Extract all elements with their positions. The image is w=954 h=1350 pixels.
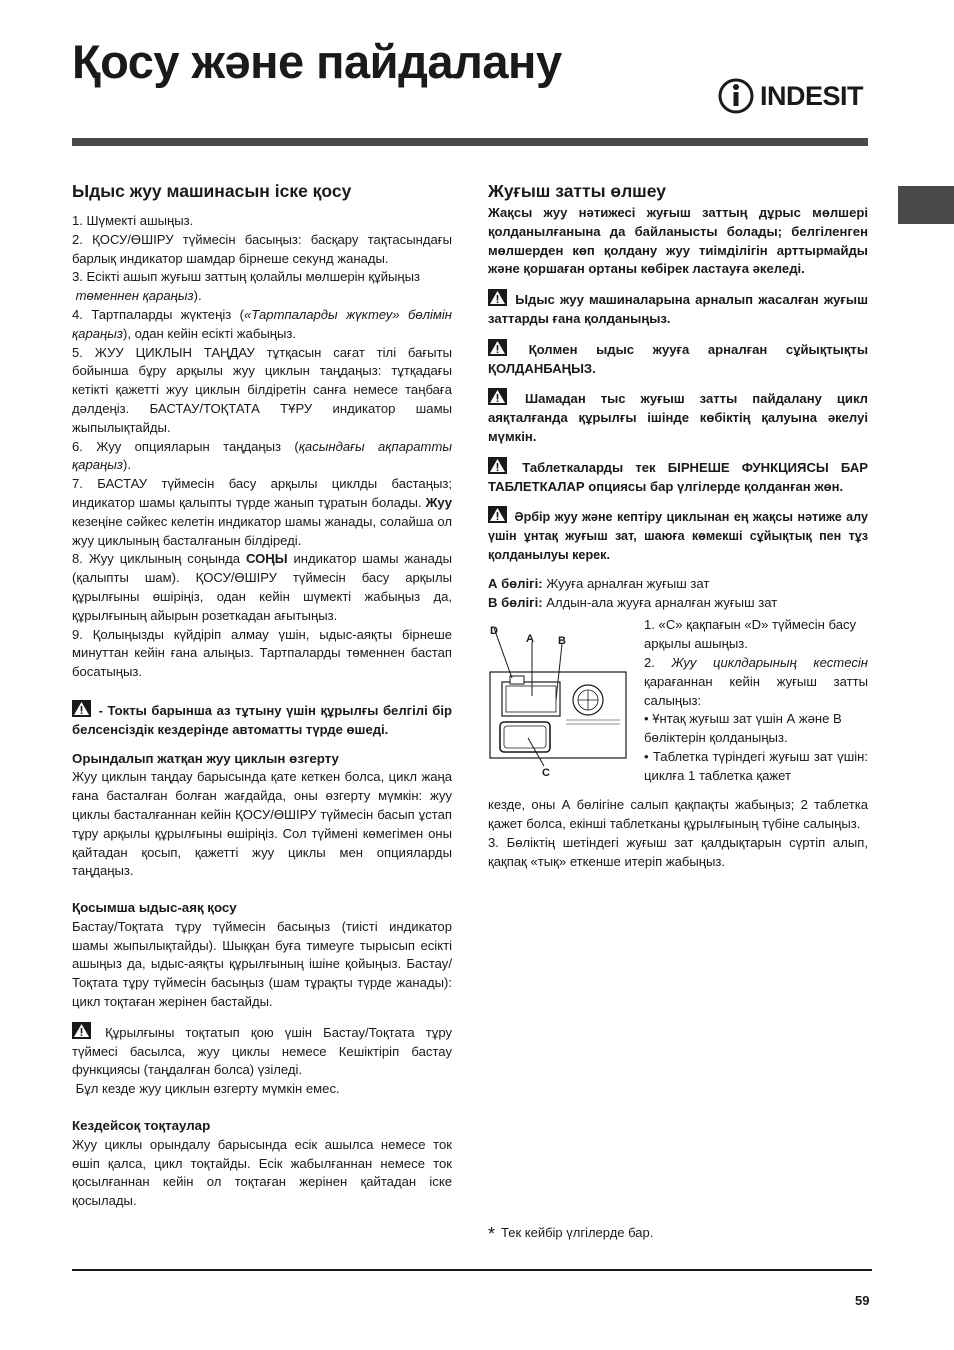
footnote-star: * — [488, 1224, 496, 1244]
section-heading-start: Ыдыс жуу машинасын іске қосу — [72, 181, 352, 201]
header-rule — [72, 138, 868, 146]
diagram-label-d: D — [490, 625, 498, 638]
step-8: 8. Жуу циклының соңында СОҢЫ индикатор шамы жанады (қалыпты шам). ҚОСУ/ӨШІРУ түймесін басу арқылы құрылғыны өшіріңіз, одан кейін шүмекті жабыңыз да, құрылғының айырын розеткадан ағытыңыз. — [72, 551, 452, 623]
warning-icon — [488, 506, 507, 523]
dispenser-step-3: 3. Бөліктің шетіндегі жуғыш зат қалдықтарын сүртіп алып, қақпақ «тық» еткенше итеріп жабыңыз. — [488, 834, 868, 869]
detergent-dispenser-diagram — [488, 620, 636, 780]
warning-icon — [72, 700, 91, 717]
warning-icon — [488, 289, 507, 306]
change-cycle-text: Жуу циклын таңдау барысында қате кеткен болса, цикл жаңа ғана басталған болған жағдайда, оны өзгерту мүмкін: жуу циклы басталғаннан кейін ҚОСУ/ӨШІРУ түймесін басып ұстап тұру арқылы құрылғыны өшіріңіз. Сол түймені көмегімен оны қайтадан қосып, қажетті жуу циклы мен опцияларды таңдаңыз. — [72, 769, 452, 879]
interruptions-text: Жуу циклы орындалу барысында есік ашылса немесе ток өшіп қалса, цикл тоқтайды. Есік жабылғаннан немесе ток қосылғаннан кейін ол тоқтаған жерінен қайтадан іске қосылады. — [72, 1136, 452, 1209]
warning-pause: Құрылғыны тоқтатып қою үшін Бастау/Тоқтата тұру түймесі басылса, жуу циклы немесе Кешіктіріп бастау функциясы (таңдалған болса) үзіледі. — [72, 1022, 452, 1080]
subheading-change-cycle: Орындалып жатқан жуу циклын өзгерту — [72, 750, 339, 766]
diagram-label-c: C — [542, 767, 550, 780]
warning-icon — [488, 388, 507, 405]
step-5: 5. ЖУУ ЦИКЛЫН ТАҢДАУ тұтқасын сағат тілі бағыты бойынша бұру арқылы жуу циклын таңдаңыз: тұтқадағы кетікті қажетті жуу циклын білдіретін санға немесе таңбаға дәлдеңіз. БАСТАУ/ТОҚТАТА ТҰРУ индикатор шамы жыпылықтайды. — [72, 344, 452, 435]
diagram-label-b: B — [558, 635, 566, 648]
dispenser-instructions — [644, 616, 868, 785]
warning-tablets: Таблеткаларды тек БІРНЕШЕ ФУНКЦИЯСЫ БАР ТАБЛЕТКАЛАР опциясы бар үлгілерде қолданған жөн. — [488, 457, 868, 497]
dispenser-bullet-tablet: • Таблетка түріндегі жуғыш зат үшін: циклға 1 таблетка қажет — [644, 748, 868, 783]
warning-no-handwash: Қолмен ыдыс жууға арналған сұйықтықты ҚОЛДАНБАҢЫЗ. — [488, 339, 868, 379]
step-1: 1. Шүмекті ашыңыз. — [72, 213, 194, 228]
step-7: 7. БАСТАУ түймесін басу арқылы циклды бастаңыз; индикатор шамы қалыпты түрде жанып тұратын болады. Жуу кезеңіне сәйкес келетін индикатор шамы жанады, солайша ол жуу циклының басталғанын білдіреді. — [72, 476, 452, 548]
step-6: 6. Жуу опцияларын таңдаңыз (қасындағы ақпаратты қараңыз). — [72, 438, 452, 473]
section-heading-detergent: Жуғыш затты өлшеу — [488, 181, 667, 201]
page-number: 59 — [855, 1293, 870, 1308]
warning-icon — [488, 339, 507, 356]
detergent-intro: Жақсы жуу нәтижесі жуғыш заттың дұрыс мөлшері қолданылғанына да байланысты болады; белгіленген мөлшерден көп қолдану жуу тиімділігін арттырмайды және қоршаған ортаны көбірек ластауға әкеледі. — [488, 205, 868, 277]
step-9: 9. Қолыңызды күйдіріп алмау үшін, ыдыс-аяқты бірнеше минуттан кейін ғана алыңыз. Тартпаларды төменнен бастап босатыңыз. — [72, 626, 452, 680]
step-3: 3. Есікті ашып жуғыш заттың қолайлы мөлшерін құйыңыз төменнен қараңыз). — [72, 269, 421, 304]
warning-power-save: - Токты барынша аз тұтыну үшін құрылғы белгілі бір белсенсіздік кездерінде автоматты түрде өшеді. — [72, 700, 452, 740]
warning-excess-detergent: Шамадан тыс жуғыш затты пайдалану цикл аяқталғанда құрылғы ішінде көбіктің қалуына әкелуі мүмкін. — [488, 388, 868, 446]
step-4: 4. Тартпаларды жүктеңіз («Тартпаларды жүктеу» бөлімін қараңыз), одан кейін есікті жабыңыз. — [72, 306, 452, 341]
warning-best-results: Әрбір жуу және кептіру циклынан ең жақсы нәтиже алу үшін ұнтақ жуғыш зат, шаюға көмекші сұйықтық пен тұз қолданылуы керек. — [488, 506, 868, 564]
dispenser-bullet-powder: • Ұнтақ жуғыш зат үшін А және В бөліктерін қолданыңыз. — [644, 711, 842, 746]
dispenser-step-2: 2. Жуу циклдарының кестесін қарағаннан кейін жуғыш затты салыңыз: — [644, 654, 868, 708]
warning-icon — [72, 1022, 91, 1039]
dispenser-bullet-tablet-cont: кезде, оны А бөлігіне салып қақпақты жабыңыз; 2 таблетка қажет болса, екінші таблетканы құрылғының түбіне салыңыз. — [488, 797, 868, 832]
side-tab-marker — [898, 186, 954, 224]
logo-text: INDESIT — [760, 80, 864, 111]
subheading-interruptions: Кездейсоқ тоқтаулар — [72, 1118, 211, 1134]
footnote — [488, 1224, 653, 1245]
page-title: Қосу және пайдалану — [72, 35, 562, 88]
part-b-line: В бөлігі: Алдын-ала жууға арналған жуғыш зат — [488, 594, 778, 610]
diagram-label-a: A — [526, 633, 534, 646]
warning-icon — [488, 457, 507, 474]
add-dishes-text: Бастау/Тоқтата тұру түймесін басыңыз (тиісті индикатор шамы жыпылықтайды). Шыққан буға тимеуге тырысып есікті ашыңыз да, ыдыс-аяқты құрылғының ішіне қойыңыз. Бастау/Тоқтата тұру түймесін басыңыз (шам тұрақты түрде жанады): цикл тоқтаған жерінен бастайды. — [72, 918, 452, 1010]
part-a-line: А бөлігі: Жууға арналған жуғыш зат — [488, 575, 710, 591]
footnote-text: Тек кейбір үлгілерде бар. — [501, 1225, 654, 1240]
step-2: 2. ҚОСУ/ӨШІРУ түймесін басыңыз: басқару тақтасындағы барлық индикатор шамдар бірнеше секунд жанады. — [72, 231, 452, 266]
left-column — [72, 180, 452, 1211]
logo-i-icon — [718, 77, 754, 115]
right-column — [488, 180, 868, 872]
warning-dishwasher-detergent: Ыдыс жуу машиналарына арналып жасалған жуғыш заттарды ғана қолданыңыз. — [488, 289, 868, 329]
indesit-logo — [718, 76, 863, 116]
footer-rule — [72, 1269, 872, 1271]
warning-pause-note: Бұл кезде жуу циклын өзгерту мүмкін емес. — [75, 1081, 340, 1097]
subheading-add-dishes: Қосымша ыдыс-аяқ қосу — [72, 900, 237, 916]
dispenser-step-1: 1. «С» қақпағын «D» түймесін басу арқылы ашыңыз. — [644, 617, 857, 652]
dispenser-section — [488, 617, 868, 796]
